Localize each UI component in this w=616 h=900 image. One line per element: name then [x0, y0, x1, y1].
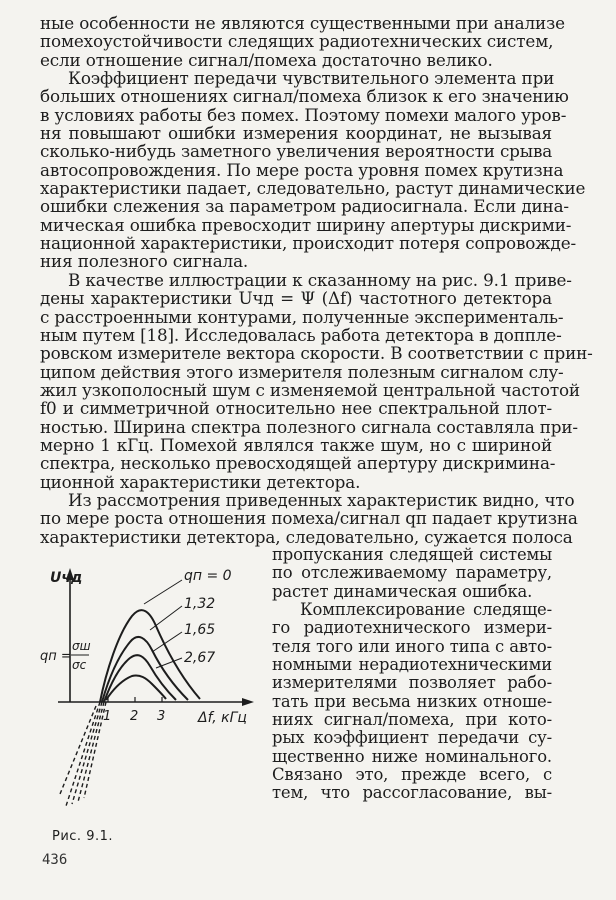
- text-line: Из рассмотрения приведенных характеристик видно, что: [68, 489, 575, 510]
- paragraph-4: [40, 489, 578, 547]
- curve-label: 2,67: [184, 649, 216, 666]
- curve-label: qп = 0: [184, 567, 232, 584]
- paragraph-3: [40, 269, 593, 492]
- text-line: щественно ниже номинального.: [272, 746, 552, 766]
- text-line: помехоустойчивости следящих радиотехнических систем,: [40, 31, 554, 52]
- text-line: тем, что рассогласование, вы-: [272, 783, 552, 803]
- y-axis-label: Uчд: [50, 569, 83, 586]
- text-line: В качестве иллюстрации к сказанному на рис. 9.1 приве-: [68, 269, 572, 290]
- page-number: 436: [42, 851, 68, 868]
- text-line: ностью. Ширина спектра полезного сигнала составляла при-: [40, 416, 578, 437]
- text-line: ровском измерителе вектора скорости. В соответствии с прин-: [40, 343, 593, 364]
- ratio-denominator: σc: [72, 657, 87, 672]
- figure-9-1: [40, 554, 268, 868]
- text-line: го радиотехнического измери-: [272, 618, 552, 638]
- text-line: тать при весьма низких отноше-: [272, 691, 552, 711]
- text-line: теля того или иного типа с авто-: [272, 636, 552, 656]
- paragraph-2: [40, 68, 586, 272]
- text-line: f0 и симметричной относительно нее спектральной плот-: [40, 398, 552, 419]
- text-line: Комплексирование следяще-: [300, 600, 552, 619]
- detector-characteristics-chart: [40, 554, 268, 822]
- leader-line: [144, 580, 182, 604]
- text-line: больших отношениях сигнал/помеха близок к его значению: [40, 86, 569, 107]
- leader-line: [150, 606, 182, 630]
- text-line: спектра, несколько превосходящей апертуру дискримина-: [40, 453, 556, 474]
- text-line: сколько-нибудь заметного увеличения вероятности срыва: [40, 141, 553, 162]
- text-line: растет динамическая ошибка.: [272, 581, 533, 601]
- text-line: пропускания следящей системы: [272, 544, 552, 564]
- text-line: ционной характеристики детектора.: [40, 471, 361, 492]
- text-line: по отслеживаемому параметру,: [272, 563, 552, 583]
- text-line: жил узкополосный шум с изменяемой центральной частотой: [40, 379, 580, 400]
- text-line: мерно 1 кГц. Помехой являлся также шум, но с шириной: [40, 434, 552, 455]
- paragraph-1: [40, 13, 565, 70]
- text-line: ния полезного сигнала.: [40, 251, 249, 272]
- text-line: номными нерадиотехническими: [272, 655, 552, 675]
- x-tick-label: 2: [130, 708, 139, 724]
- x-axis-arrow: [242, 698, 254, 706]
- text-line: ня повышают ошибки измерения координат, не вызывая: [40, 123, 552, 144]
- text-line: измерителями позволяет рабо-: [272, 673, 552, 693]
- text-line: ные особенности не являются существенными при анализе: [40, 13, 565, 33]
- dashed-extensions: [60, 702, 106, 806]
- text-line: ниях сигнал/помеха, при кото-: [272, 710, 552, 730]
- text-line: Связано это, прежде всего, с: [272, 765, 552, 785]
- figure-caption: Рис. 9.1.: [52, 828, 114, 844]
- text-line: если отношение сигнал/помеха достаточно велико.: [40, 49, 493, 70]
- text-line: Коэффициент передачи чувствительного элемента при: [68, 68, 555, 89]
- curve-q165: [104, 655, 176, 702]
- page: [40, 13, 593, 868]
- x-tick-label: 3: [157, 708, 166, 724]
- text-line: мическая ошибка превосходит ширину апертуры дискрими-: [40, 214, 572, 235]
- right-column-text: [272, 546, 552, 803]
- x-tick-label: 1: [103, 708, 112, 724]
- text-line: характеристики детектора, следовательно, сужается полоса: [40, 526, 573, 547]
- text-line: дены характеристики Uчд = Ψ (Δf) частотного детектора: [40, 288, 552, 309]
- figure-section: [40, 544, 552, 868]
- ratio-numerator: σш: [72, 638, 91, 653]
- curve-label: 1,32: [184, 595, 216, 612]
- curve-label: 1,65: [184, 621, 216, 638]
- text-line: в условиях работы без помех. Поэтому помехи малого уров-: [40, 104, 567, 125]
- text-line: характеристики падает, следовательно, растут динамические: [40, 178, 586, 199]
- text-line: автосопровождения. По мере роста уровня помех крутизна: [40, 159, 564, 180]
- text-line: национной характеристики, происходит потеря сопровожде-: [40, 233, 577, 254]
- text-line: ным путем [18]. Исследовалась работа детектора в доппле-: [40, 324, 562, 345]
- text-line: рых коэффициент передачи су-: [272, 728, 552, 748]
- x-axis-label: Δf, кГц: [198, 709, 247, 726]
- ratio-label-main: qп =: [40, 648, 72, 664]
- text-line: по мере роста отношения помеха/сигнал qп падает крутизна: [40, 508, 578, 529]
- text-line: с расстроенными контурами, полученные эксперименталь-: [40, 306, 564, 327]
- text-line: ципом действия этого измерителя полезным сигналом слу-: [40, 361, 564, 382]
- text-line: ошибки слежения за параметром радиосигнала. Если дина-: [40, 196, 569, 217]
